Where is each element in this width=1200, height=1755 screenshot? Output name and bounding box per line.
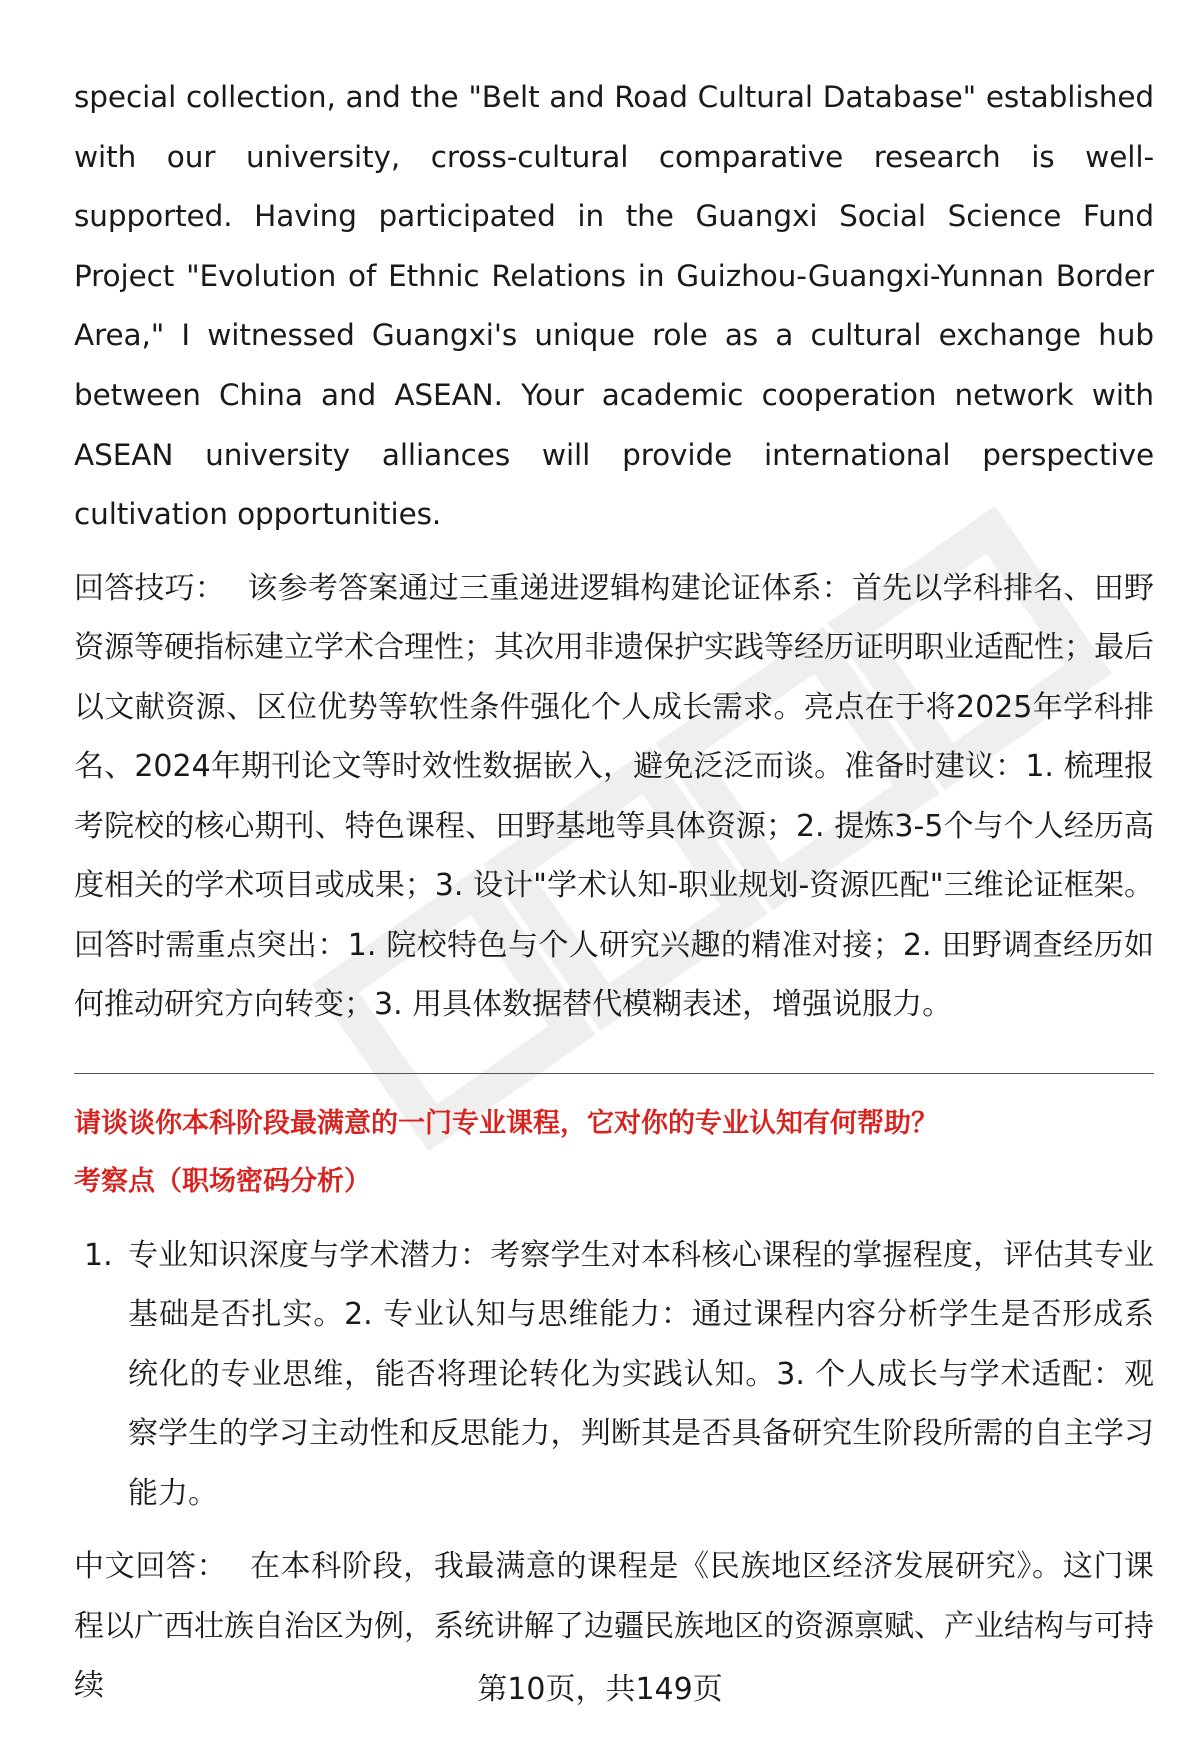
analysis-list (74, 1226, 1154, 1524)
analysis-heading: 考察点（职场密码分析） (74, 1165, 371, 1197)
list-item-text: 专业知识深度与学术潜力：考察学生对本科核心课程的掌握程度，评估其专业基础是否扎实。2. 专业认知与思维能力：通过课程内容分析学生是否形成系统化的专业思维，能否将理论转化为实践认知。3. 个人成长与学术适配：观察学生的学习主动性和反思能力，判断其是否具备研究生阶段所需的自主学习能力。 (128, 1237, 1154, 1511)
tips-text: 该参考答案通过三重递进逻辑构建论证体系：首先以学科排名、田野资源等硬指标建立学术合理性；其次用非遗保护实践等经历证明职业适配性；最后以文献资源、区位优势等软性条件强化个人成长需求。亮点在于将2025年学科排名、2024年期刊论文等时效性数据嵌入，避免泛泛而谈。准备时建议：1. 梳理报考院校的核心期刊、特色课程、田野基地等具体资源；2. 提炼3-5个与个人经历高度相关的学术项目或成果；3. 设计"学术认知-职业规划-资源匹配"三维论证框架。回答时需重点突出：1. 院校特色与个人研究兴趣的精准对接；2. 田野调查经历如何推动研究方向转变；3. 用具体数据替代模糊表述，增强说服力。 (74, 570, 1155, 1023)
answer-label: 中文回答： (74, 1549, 228, 1585)
page-content (74, 68, 1154, 1716)
section-divider (74, 1073, 1154, 1074)
tips-label: 回答技巧： (74, 570, 226, 606)
question-heading: 请谈谈你本科阶段最满意的一门专业课程，它对你的专业认知有何帮助？ (74, 1107, 938, 1139)
page-footer: 第10页，共149页 (477, 1672, 723, 1707)
list-item (74, 1226, 1154, 1524)
intro-paragraph: special collection, and the "Belt and Road Cultural Database" established with our university, cross-cultural comparative research is well-supported. Having participated in the Guangxi Social Science Fund Project "Evolution of Ethnic Relations in Guizhou-Guangxi-Yunnan Border Area," I witnessed Guangxi's unique role as a cultural exchange hub between China and ASEAN. Your academic cooperation network with ASEAN university alliances will provide international perspective cultivation opportunities. (74, 80, 1154, 532)
tips-paragraph (74, 559, 1154, 1035)
answer-text: 在本科阶段，我最满意的课程是《民族地区经济发展研究》。这门课程以广西壮族自治区为例，系统讲解了边疆民族地区的资源禀赋、产业结构与可持续 (74, 1549, 1155, 1704)
list-item-number: 1. (84, 1237, 113, 1273)
